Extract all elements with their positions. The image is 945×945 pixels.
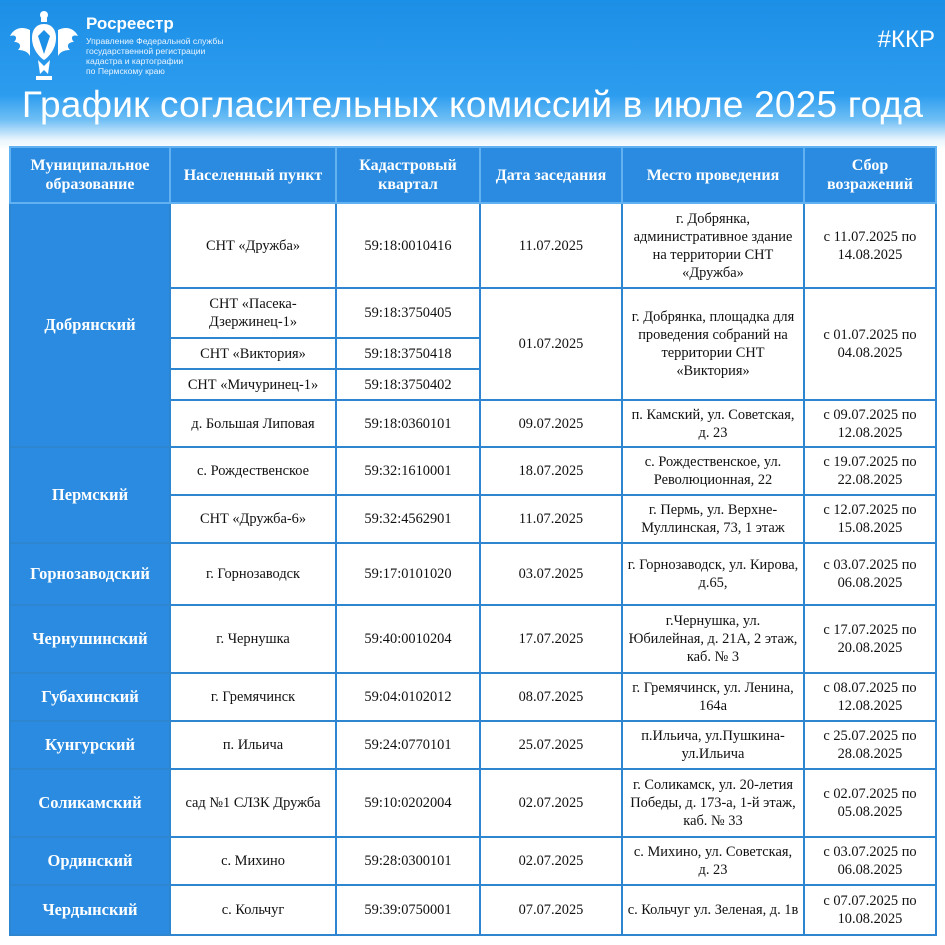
- place-cell: г. Горнозаводск, ул. Кирова, д.65,: [622, 543, 804, 605]
- municipality-cell: Пермский: [10, 447, 170, 543]
- place-cell: г. Пермь, ул. Верхне-Муллинская, 73, 1 этаж: [622, 495, 804, 543]
- brand-subtitle: [86, 36, 256, 76]
- date-cell: 11.07.2025: [480, 203, 622, 288]
- objections-cell: с 12.07.2025 по 15.08.2025: [804, 495, 936, 543]
- settlement-cell: СНТ «Пасека-Дзержинец-1»: [170, 288, 336, 338]
- quarter-cell: 59:18:0010416: [336, 203, 480, 288]
- date-cell: 07.07.2025: [480, 885, 622, 935]
- place-cell: п. Камский, ул. Советская, д. 23: [622, 400, 804, 447]
- quarter-cell: 59:28:0300101: [336, 837, 480, 885]
- settlement-cell: сад №1 СЛЗК Дружба: [170, 769, 336, 837]
- municipality-cell: Чердынский: [10, 885, 170, 935]
- objections-cell: с 02.07.2025 по 05.08.2025: [804, 769, 936, 837]
- header: [0, 0, 945, 140]
- municipality-cell: Чернушинский: [10, 605, 170, 673]
- settlement-cell: д. Большая Липовая: [170, 400, 336, 447]
- quarter-cell: 59:17:0101020: [336, 543, 480, 605]
- brand-name: Росреестр: [86, 14, 174, 33]
- settlement-cell: СНТ «Дружба»: [170, 203, 336, 288]
- date-cell: 01.07.2025: [480, 288, 622, 400]
- table-header-row: [10, 147, 936, 203]
- place-cell: г. Добрянка, площадка для проведения собраний на территории СНТ «Виктория»: [622, 288, 804, 400]
- hashtag: #ККР: [877, 26, 935, 53]
- quarter-cell: 59:18:3750405: [336, 288, 480, 338]
- quarter-cell: 59:39:0750001: [336, 885, 480, 935]
- date-cell: 17.07.2025: [480, 605, 622, 673]
- column-header: Кадастровый квартал: [336, 147, 480, 203]
- place-cell: г. Добрянка, административное здание на территории СНТ «Дружба»: [622, 203, 804, 288]
- quarter-cell: 59:18:3750418: [336, 338, 480, 369]
- table-row: [10, 769, 936, 837]
- place-cell: с. Кольчуг ул. Зеленая, д. 1в: [622, 885, 804, 935]
- objections-cell: с 07.07.2025 по 10.08.2025: [804, 885, 936, 935]
- quarter-cell: 59:32:1610001: [336, 447, 480, 495]
- date-cell: 08.07.2025: [480, 673, 622, 721]
- settlement-cell: г. Чернушка: [170, 605, 336, 673]
- settlement-cell: с. Михино: [170, 837, 336, 885]
- date-cell: 02.07.2025: [480, 837, 622, 885]
- settlement-cell: г. Гремячинск: [170, 673, 336, 721]
- quarter-cell: 59:04:0102012: [336, 673, 480, 721]
- quarter-cell: 59:18:0360101: [336, 400, 480, 447]
- objections-cell: с 08.07.2025 по 12.08.2025: [804, 673, 936, 721]
- table-row: [10, 447, 936, 495]
- objections-cell: с 11.07.2025 по 14.08.2025: [804, 203, 936, 288]
- date-cell: 11.07.2025: [480, 495, 622, 543]
- municipality-cell: Добрянский: [10, 203, 170, 447]
- settlement-cell: с. Рождественское: [170, 447, 336, 495]
- quarter-cell: 59:24:0770101: [336, 721, 480, 769]
- date-cell: 09.07.2025: [480, 400, 622, 447]
- objections-cell: с 01.07.2025 по 04.08.2025: [804, 288, 936, 400]
- municipality-cell: Ординский: [10, 837, 170, 885]
- eagle-emblem-icon: [8, 8, 80, 82]
- objections-cell: с 03.07.2025 по 06.08.2025: [804, 837, 936, 885]
- place-cell: п.Ильича, ул.Пушкина-ул.Ильича: [622, 721, 804, 769]
- municipality-cell: Кунгурский: [10, 721, 170, 769]
- date-cell: 25.07.2025: [480, 721, 622, 769]
- municipality-cell: Горнозаводский: [10, 543, 170, 605]
- brand-subtitle-line: Управление Федеральной службы: [86, 36, 224, 46]
- table-row: [10, 885, 936, 935]
- objections-cell: с 19.07.2025 по 22.08.2025: [804, 447, 936, 495]
- table-row: [10, 837, 936, 885]
- table-row: [10, 605, 936, 673]
- quarter-cell: 59:40:0010204: [336, 605, 480, 673]
- table-row: [10, 721, 936, 769]
- column-header: Сбор возражений: [804, 147, 936, 203]
- date-cell: 18.07.2025: [480, 447, 622, 495]
- municipality-cell: Губахинский: [10, 673, 170, 721]
- quarter-cell: 59:32:4562901: [336, 495, 480, 543]
- page-title: График согласительных комиссий в июле 2025 года: [21, 84, 924, 125]
- settlement-cell: г. Горнозаводск: [170, 543, 336, 605]
- settlement-cell: с. Кольчуг: [170, 885, 336, 935]
- place-cell: с. Рождественское, ул. Революционная, 22: [622, 447, 804, 495]
- table-row: [10, 673, 936, 721]
- place-cell: г.Чернушка, ул. Юбилейная, д. 21А, 2 этаж, каб. № 3: [622, 605, 804, 673]
- settlement-cell: п. Ильича: [170, 721, 336, 769]
- municipality-cell: Соликамский: [10, 769, 170, 837]
- brand-subtitle-line: кадастра и картографии: [86, 56, 184, 66]
- settlement-cell: СНТ «Виктория»: [170, 338, 336, 369]
- column-header: Населенный пункт: [170, 147, 336, 203]
- quarter-cell: 59:18:3750402: [336, 369, 480, 400]
- date-cell: 03.07.2025: [480, 543, 622, 605]
- settlement-cell: СНТ «Дружба-6»: [170, 495, 336, 543]
- objections-cell: с 03.07.2025 по 06.08.2025: [804, 543, 936, 605]
- place-cell: г. Соликамск, ул. 20-летия Победы, д. 173-а, 1-й этаж, каб. № 33: [622, 769, 804, 837]
- objections-cell: с 25.07.2025 по 28.08.2025: [804, 721, 936, 769]
- schedule-table: [9, 146, 937, 936]
- place-cell: г. Гремячинск, ул. Ленина, 164а: [622, 673, 804, 721]
- brand-subtitle-line: по Пермскому краю: [86, 66, 165, 76]
- table-row: [10, 543, 936, 605]
- brand-subtitle-line: государственной регистрации: [86, 46, 206, 56]
- settlement-cell: СНТ «Мичуринец-1»: [170, 369, 336, 400]
- quarter-cell: 59:10:0202004: [336, 769, 480, 837]
- column-header: Дата заседания: [480, 147, 622, 203]
- date-cell: 02.07.2025: [480, 769, 622, 837]
- objections-cell: с 17.07.2025 по 20.08.2025: [804, 605, 936, 673]
- place-cell: с. Михино, ул. Советская, д. 23: [622, 837, 804, 885]
- table-row: [10, 203, 936, 288]
- objections-cell: с 09.07.2025 по 12.08.2025: [804, 400, 936, 447]
- column-header: Место проведения: [622, 147, 804, 203]
- column-header: Муниципальное образование: [10, 147, 170, 203]
